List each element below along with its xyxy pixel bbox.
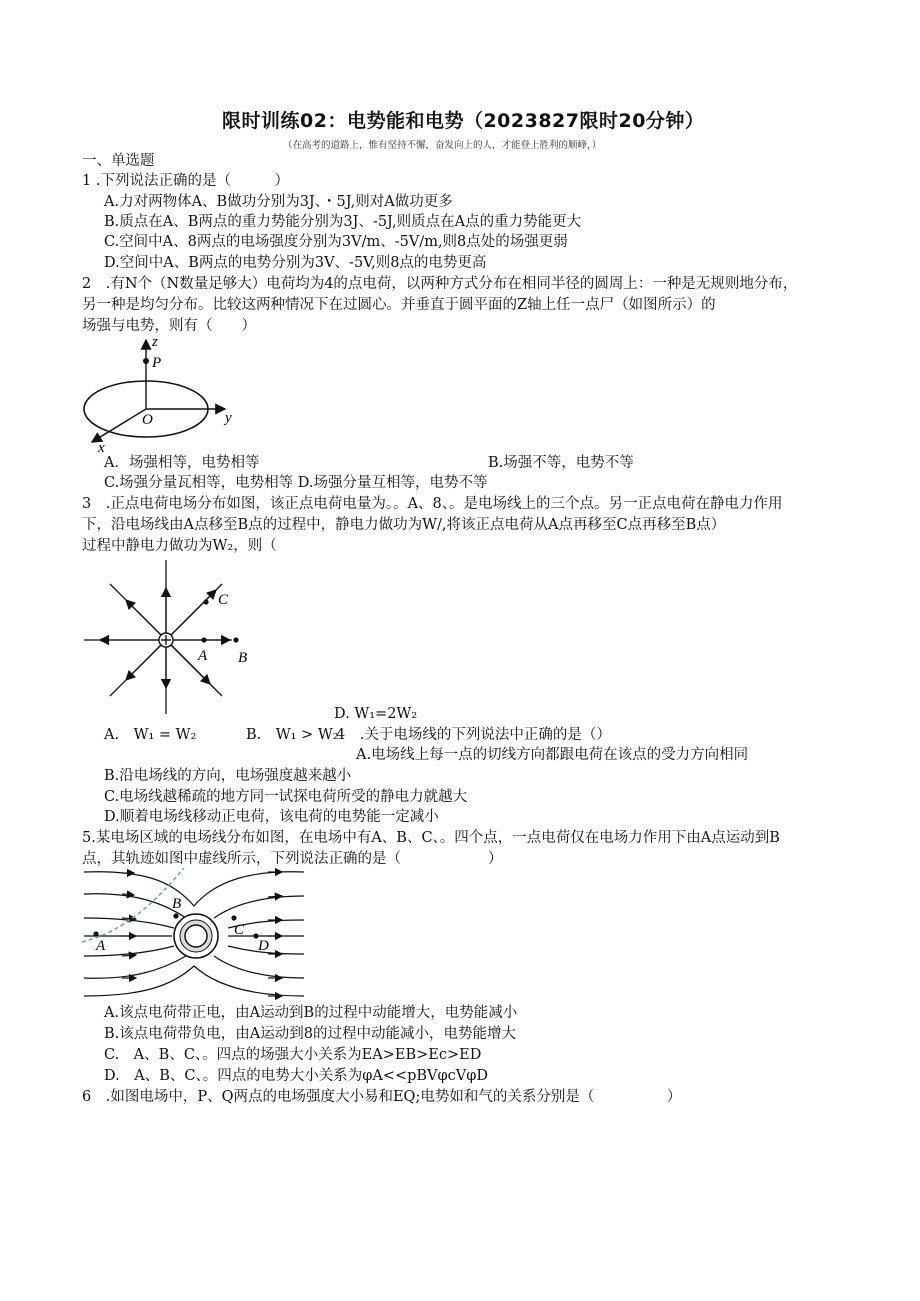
q5-option-a: A.该点电荷带正电，由A运动到B的过程中动能增大，电势能减小 <box>104 1005 518 1021</box>
q1-option-d: D.空间中A、B两点的电势分别为3V、-5V,则8点的电势更高 <box>104 255 487 271</box>
q2-option-cd: C.场强分量瓦相等，电势相等 D.场强分量互相等，电势不等 <box>104 475 488 491</box>
q4-option-b: B.沿电场线的方向，电场强度越来越小 <box>104 768 352 784</box>
q4-option-c: C.电场线越稀疏的地方同一试探电荷所受的静电力就越大 <box>104 789 468 805</box>
q5-option-c: C. A、B、C、。四点的场强大小关系为EA>EB>Ec>ED <box>104 1047 482 1063</box>
q3-stem-line1: 3 .正点电荷电场分布如图，该正点电荷电量为。。A、8、。是电场线上的三个点。另一正点电荷在静电力作用 <box>82 496 783 512</box>
q1-option-a: A.力对两物体A、B做功分别为3J、・5J,则对A做功更多 <box>104 194 453 210</box>
q2-option-b: B.场强不等，电势不等 <box>488 455 634 471</box>
q3-option-d: D. W₁=2W₂ <box>334 706 418 722</box>
q3-option-a: A. W₁ = W₂ <box>104 727 197 743</box>
q5-fig-a-label: A <box>96 938 106 954</box>
q5-fig-d-label: D <box>258 938 269 954</box>
q1-option-c: C.空间中A、8两点的电场强度分别为3V/m、-5V∕m,则8点处的场强更弱 <box>104 234 568 250</box>
q3-fig-b-label: B <box>238 650 248 666</box>
q5-fig-b-label: B <box>172 896 182 912</box>
q5-stem-line2: 点，其轨迹如图中虚线所示，下列说法正确的是（ ） <box>82 851 503 867</box>
q2-fig-y-label: y <box>225 410 232 426</box>
q3-fig-a-label: A <box>198 648 208 664</box>
q4-option-d: D.顺着电场线移动正电荷，该电荷的电势能一定减小 <box>104 809 439 825</box>
q2-fig-p-label: P <box>152 355 162 371</box>
q3-option-b: B. W₁ > W₂ <box>246 727 339 743</box>
q2-ring-figure <box>80 334 250 454</box>
motto: （在高考的道路上，惟有坚持不懈，奋发向上的人，才能登上胜利的顺峰，） <box>283 140 602 151</box>
q2-fig-x-label: x <box>98 440 105 456</box>
q3-point-charge-figure <box>82 558 272 718</box>
q2-fig-z-label: z <box>152 334 158 350</box>
section-label: 一、单选题 <box>82 153 155 169</box>
q2-stem-line2: 另一种是均匀分布。比较这两种情况下在过圆心。并垂直于圆平面的Z轴上任一点尸（如图所示）的 <box>82 297 716 313</box>
q2-stem-line3: 场强与电势，则有（ ） <box>82 318 256 334</box>
q4-stem: 4 .关于电场线的下列说法中正确的是（） <box>336 727 611 743</box>
q3-fig-c-label: C <box>218 592 229 608</box>
q2-stem-line1: 2 .有N个（N数量足够大）电荷均为4的点电荷，以两种方式分布在相同半径的圆周上：一种是无规则地分布， <box>82 276 798 292</box>
q5-fig-c-label: C <box>234 922 245 938</box>
q3-stem-line3: 过程中静电力做功为W₂，则（ <box>82 538 277 554</box>
q4-option-a: A.电场线上每一点的切线方向都跟电荷在该点的受力方向相同 <box>356 747 749 763</box>
q5-stem-line1: 5.某电场区域的电场线分布如图，在电场中有A、B、C、。四个点，一点电荷仅在电场力作用下由A点运动到B <box>82 830 780 846</box>
q5-field-lines-figure <box>82 866 306 998</box>
page-title: 限时训练02：电势能和电势（2023827限时20分钟） <box>222 110 705 132</box>
q2-option-a: A．场强相等，电势相等 <box>104 455 260 471</box>
q3-stem-line2: 下，沿电场线由A点移至B点的过程中，静电力做功为W/,将该正点电荷从A点再移至C点再移至B点） <box>82 517 726 533</box>
q5-option-b: B.该点电荷带负电，由A运动到8的过程中动能减小，电势能增大 <box>104 1026 516 1042</box>
q1-option-b: B.质点在A、B两点的重力势能分别为3J、-5J,则质点在A点的重力势能更大 <box>104 214 582 230</box>
q5-option-d: D. A、B、C、。四点的电势大小关系为φA<<pBVφcVφD <box>104 1068 489 1084</box>
q2-fig-o-label: O <box>142 412 153 428</box>
q6-stem: 6 .如图电场中，P、Q两点的电场强度大小易和EQ;电势如和气的关系分别是（ ） <box>82 1089 682 1105</box>
q1-stem: 1 .下列说法正确的是（ ） <box>82 173 289 189</box>
